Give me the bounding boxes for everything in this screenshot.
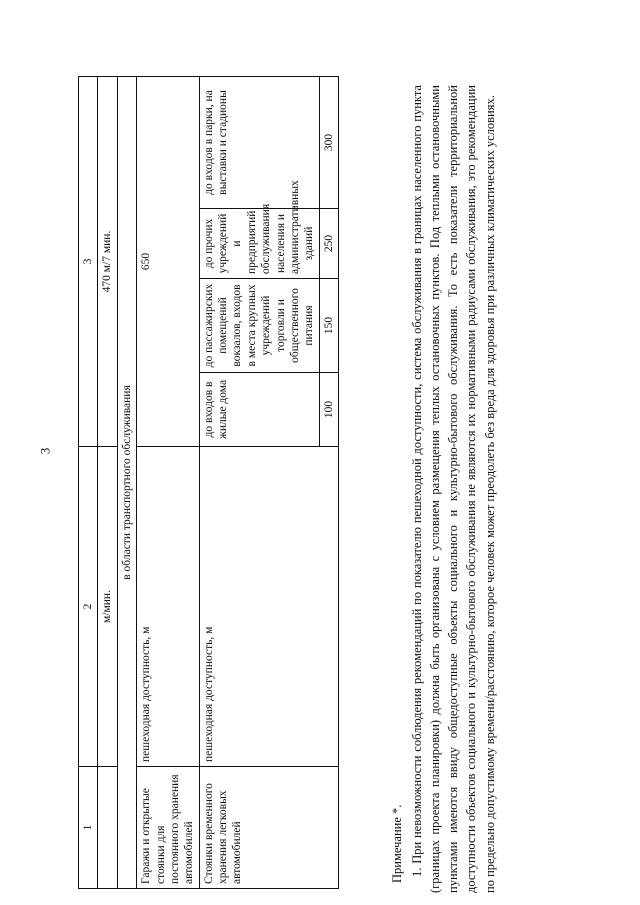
table-row: [199, 77, 319, 889]
note-body: 1. При невозможности соблюдения рекомендаций по показателю пешеходной доступности, система обслуживания в границах населенного пункта (границах проекта планировки) должна быть организована с условием размещения теплых остановочных пунктов. Под теплыми остановочными пунктами имеются ввиду общедоступные объекты социального и культурно-бытового обслуживания. То есть показатели территориальной доступности объектов социального и культурно-бытового обслуживания не являются их нормативными радиусами обслуживания, это рекомендации по предельно допустимому времени/расстоянию, которое человек может преодолеть без вреда для здоровья при различных климатических условиях.: [410, 85, 497, 893]
norms-table: [78, 76, 339, 889]
garage-name: Гаражи и открытые стоянки для постоянного хранения автомобилей: [137, 767, 200, 889]
subrow-label: до входов в парки, на выставки и стадионы: [199, 77, 319, 209]
parking-indicator: пешеходная доступность, м: [199, 447, 338, 767]
subrow-label: до входов в жилые дома: [199, 373, 319, 447]
units-row: [98, 77, 117, 889]
rotated-page-content: [78, 73, 640, 893]
units-empty-cell: [98, 767, 117, 889]
table-row: [137, 77, 200, 889]
subrow-value: 300: [319, 77, 338, 209]
units-col-2: м/мин.: [98, 447, 117, 767]
table-header-row: [79, 77, 98, 889]
section-title: в области транспортного обслуживания: [117, 77, 136, 889]
header-col-3: 3: [79, 77, 98, 447]
header-col-1: 1: [79, 767, 98, 889]
subrow-label: до пассажирских помещений вокзалов, входов в места крупных учреждений торговли и общественного питания: [199, 279, 319, 373]
subrow-value: 250: [319, 209, 338, 279]
subrow-value: 100: [319, 373, 338, 447]
page-number: 3: [37, 447, 53, 455]
header-col-2: 2: [79, 447, 98, 767]
note-title: Примечание *.: [390, 804, 404, 883]
garage-value: 650: [137, 77, 200, 447]
garage-indicator: пешеходная доступность, м: [137, 447, 200, 767]
parking-name: Стоянки временного хранения легковых автомобилей: [199, 767, 338, 889]
subrow-value: 150: [319, 279, 338, 373]
section-row: [117, 77, 136, 889]
subrow-label: до прочих учреждений и предприятий обслуживания населения и административных зданий: [199, 209, 319, 279]
units-col-3: 470 м/7 мин.: [98, 77, 117, 447]
